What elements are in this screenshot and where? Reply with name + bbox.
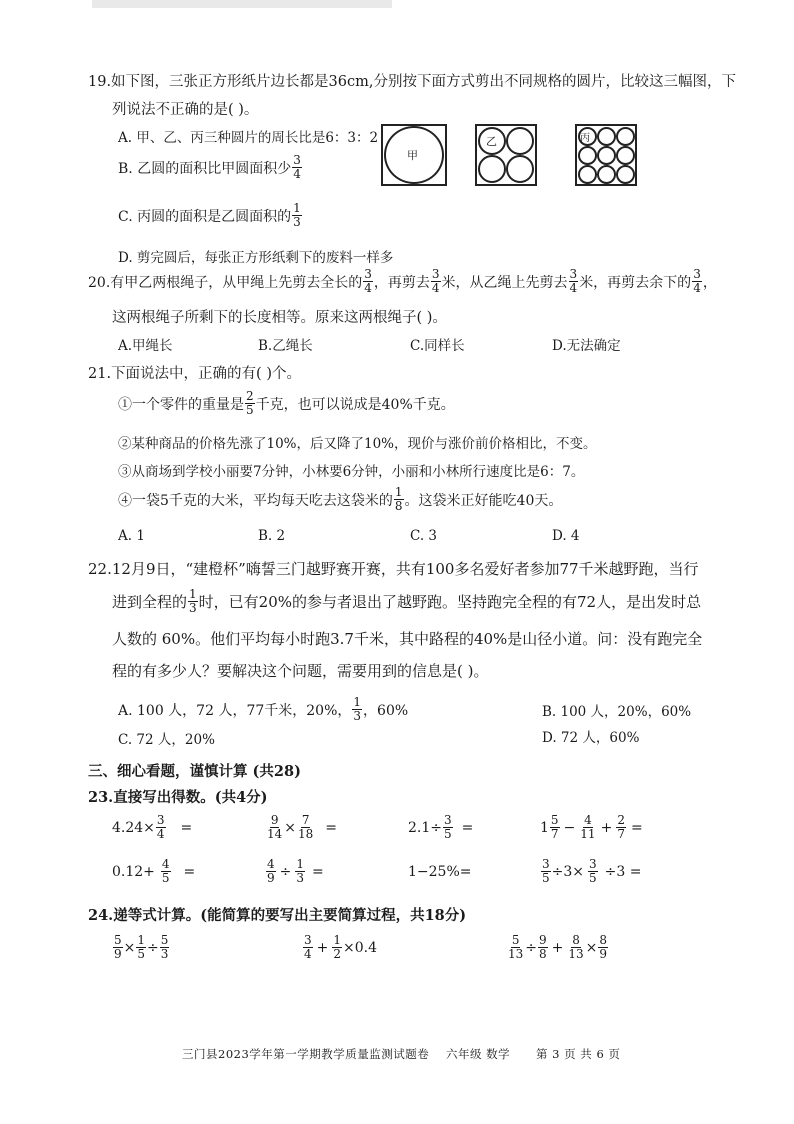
fraction: [292, 154, 302, 181]
q21-option-d: D. 4: [552, 528, 580, 544]
fraction: [394, 486, 404, 513]
expr-text: 2.1÷: [408, 819, 442, 836]
q19-stem-line2: 列说法不正确的是( )。: [112, 102, 259, 118]
numerator: 4: [267, 857, 275, 871]
q21-stem: 21.下面说法中，正确的有( )个。: [88, 366, 301, 382]
fraction: [598, 934, 608, 961]
numerator: 3: [304, 933, 312, 947]
operator: ×: [123, 939, 136, 956]
fraction: [588, 858, 598, 885]
denominator: 5: [542, 871, 550, 885]
equals-sign: =: [630, 819, 643, 836]
q19-option-c: [118, 202, 303, 229]
operator: +: [316, 939, 329, 956]
denominator: 8: [539, 947, 547, 961]
q22-text: ，60%: [363, 702, 409, 719]
denominator: 4: [304, 947, 312, 961]
numerator: 3: [156, 813, 165, 827]
q23-expr-2: [265, 814, 337, 841]
denominator: 3: [293, 215, 301, 229]
q19-option-d: D. 剪完圆后，每张正方形纸剩下的废料一样多: [118, 250, 394, 266]
q20-text: ，: [702, 274, 717, 291]
fraction: [292, 202, 302, 229]
footer-grade-subject: 六年级 数学: [446, 1047, 511, 1061]
numerator: 9: [270, 813, 279, 827]
q21-statement-4: [118, 486, 562, 513]
fraction: [188, 588, 198, 615]
circle: [597, 146, 616, 165]
denominator: 7: [617, 827, 625, 841]
denominator: 3: [353, 709, 362, 723]
fraction: [579, 814, 596, 841]
q21-text: 千克，也可以说成是40%千克。: [255, 396, 455, 413]
fraction: [303, 934, 313, 961]
numerator: 5: [511, 933, 520, 947]
fraction: [507, 934, 524, 961]
circle: [578, 165, 597, 184]
fraction: [245, 390, 255, 417]
operator: ÷: [279, 863, 292, 880]
fraction: [431, 268, 441, 295]
section-3-heading: 三、细心看题，谨慎计算 (共28): [88, 763, 301, 780]
denominator: 5: [589, 871, 597, 885]
q22-option-c: C. 72 人，20%: [118, 732, 215, 748]
numerator: 1: [394, 485, 403, 499]
fraction: [266, 814, 283, 841]
numerator: 5: [114, 933, 122, 947]
denominator: 3: [160, 947, 169, 961]
q21-statement-3: ③从商场到学校小丽要7分钟，小林要6分钟，小丽和小林所行速度比是6：7。: [118, 464, 585, 480]
operator: ×0.4: [343, 939, 378, 956]
numerator: 1: [293, 201, 301, 215]
figure-jia: [381, 124, 447, 186]
q20-stem-line2: 这两根绳子所剩下的长度相等。原来这两根绳子( )。: [112, 310, 447, 326]
operator: ÷3×: [551, 863, 585, 880]
fraction: [156, 814, 166, 841]
denominator: 5: [161, 871, 170, 885]
operator: ÷: [147, 939, 159, 956]
circle: [578, 146, 597, 165]
circle: [616, 127, 635, 146]
q20-text: 米，从乙绳上先剪去: [441, 274, 568, 291]
q19-option-a: A. 甲、乙、丙三种圆片的周长比是6：3：2: [118, 130, 379, 146]
q19-option-b: [118, 154, 303, 181]
q20-option-b: B.乙绳长: [258, 338, 313, 354]
q22-text: A. 100 人，72 人，77千米，20%，: [118, 702, 352, 719]
fraction: [616, 814, 626, 841]
q23-expr-3: [408, 814, 473, 841]
q19-stem-line1: 19.如下图，三张正方形纸片边长都是36cm,分别按下面方式剪出不同规格的圆片，比较这三幅图，下: [88, 74, 736, 90]
fraction: [295, 858, 305, 885]
numerator: 4: [584, 813, 592, 827]
q19-option-c-text: C. 丙圆的面积是乙圆面积的: [118, 208, 292, 225]
numerator: 3: [569, 267, 578, 281]
q21-option-c: C. 3: [410, 528, 438, 544]
equals-sign: =: [183, 863, 196, 880]
circle: [506, 155, 534, 183]
figure-bing: [575, 124, 637, 186]
q24-expr-3: [506, 934, 609, 961]
fraction: [352, 696, 362, 723]
denominator: 4: [431, 281, 440, 295]
numerator: 3: [431, 267, 440, 281]
numerator: 2: [246, 389, 254, 403]
circle: [616, 146, 635, 165]
numerator: 2: [617, 813, 625, 827]
denominator: 18: [298, 827, 314, 841]
fraction: [541, 858, 551, 885]
q20-option-a: A.甲绳长: [118, 338, 173, 354]
expr-text: 0.12+: [112, 863, 155, 880]
q20-text: 米，再剪去余下的: [579, 274, 692, 291]
denominator: 8: [394, 499, 403, 513]
fraction: [550, 814, 560, 841]
q20-stem-line1: [88, 268, 717, 295]
numerator: 8: [572, 933, 580, 947]
q22-option-a: [118, 696, 408, 723]
numerator: 9: [539, 933, 547, 947]
q23-expr-8: [540, 858, 641, 885]
operator: ÷: [525, 939, 538, 956]
numerator: 1: [189, 587, 197, 601]
q21-statement-1: [118, 390, 455, 417]
q22-text: 时，已有20%的参与者退出了越野跑。坚持跑完全程的有72人，是出发时总: [198, 593, 702, 611]
fraction: [692, 268, 702, 295]
denominator: 14: [267, 827, 283, 841]
fraction: [443, 814, 453, 841]
equals-sign: =: [325, 819, 338, 836]
circle: [597, 127, 616, 146]
operator: ×: [284, 819, 297, 836]
denominator: 5: [246, 403, 254, 417]
denominator: 5: [137, 947, 146, 961]
fraction: [332, 934, 342, 961]
figure-yi-label: 乙: [486, 135, 497, 148]
equals-sign: =: [461, 819, 474, 836]
q23-expr-5: [112, 858, 195, 885]
denominator: 2: [333, 947, 342, 961]
q24-expr-1: [112, 934, 170, 961]
expr-text: 4.24×: [112, 819, 155, 836]
fraction: [113, 934, 123, 961]
footer-page-number: 第 3 页 共 6 页: [536, 1047, 621, 1061]
denominator: 9: [114, 947, 122, 961]
fraction: [569, 268, 579, 295]
denominator: 4: [156, 827, 165, 841]
fraction: [297, 814, 314, 841]
numerator: 1: [353, 695, 362, 709]
q22-option-b: B. 100 人，20%，60%: [542, 704, 692, 720]
circle: [616, 165, 635, 184]
q19-option-b-text: B. 乙圆的面积比甲圆面积少: [118, 160, 292, 177]
circle: [506, 127, 534, 155]
numerator: 5: [550, 813, 559, 827]
q23-title: 23.直接写出得数。(共4分): [88, 789, 268, 806]
q21-option-a: A. 1: [118, 528, 145, 544]
denominator: 3: [296, 871, 305, 885]
fraction: [136, 934, 146, 961]
equals-sign: =: [312, 863, 324, 880]
figure-jia-label: 甲: [407, 149, 418, 162]
numerator: 3: [542, 857, 550, 871]
expr-text: 1−25%=: [408, 864, 472, 880]
q23-expr-1: [112, 814, 192, 841]
denominator: 13: [508, 947, 524, 961]
q20-option-c: C.同样长: [410, 338, 465, 354]
numerator: 3: [293, 153, 301, 167]
numerator: 3: [693, 267, 701, 281]
q24-title: 24.递等式计算。(能简算的要写出主要简算过程，共18分): [88, 907, 467, 924]
q22-line2: [112, 588, 701, 615]
numerator: 1: [333, 933, 342, 947]
operator: −: [563, 819, 576, 836]
q23-expr-4: [540, 814, 643, 841]
figure-yi: [475, 124, 537, 186]
q21-text: 。这袋米正好能吃40天。: [404, 492, 563, 509]
circle: [478, 155, 506, 183]
numerator: 4: [161, 857, 170, 871]
operator: ×: [585, 939, 598, 956]
denominator: 5: [444, 827, 452, 841]
q22-line3: 人数的 60%。他们平均每小时跑3.7千米，其中路程的40%是山径小道。问：没有跑完全: [112, 630, 703, 648]
numerator: 1: [296, 857, 305, 871]
numerator: 3: [589, 857, 597, 871]
numerator: 5: [160, 933, 169, 947]
denominator: 9: [599, 947, 608, 961]
q21-option-b: B. 2: [258, 528, 286, 544]
q20-text: 20.有甲乙两根绳子，从甲绳上先剪去全长的: [88, 274, 363, 291]
footer-exam-title: 三门县2023学年第一学期教学质量监测试题卷: [182, 1047, 430, 1061]
fraction: [160, 934, 170, 961]
denominator: 3: [189, 601, 197, 615]
denominator: 11: [580, 827, 596, 841]
numerator: 1: [137, 933, 146, 947]
fraction: [567, 934, 584, 961]
numerator: 3: [444, 813, 452, 827]
q21-statement-2: ②某种商品的价格先涨了10%，后又降了10%，现价与涨价前价格相比，不变。: [118, 436, 597, 452]
q23-expr-7: [408, 864, 472, 880]
denominator: 9: [267, 871, 275, 885]
scan-edge: [92, 0, 392, 8]
q20-option-d: D.无法确定: [552, 338, 621, 354]
fraction: [538, 934, 548, 961]
q21-text: ①一个零件的重量是: [118, 396, 244, 413]
q22-line1: 22.12月9日，“建橙杯”嗨誓三门越野赛开赛，共有100多名爱好者参加77千米越野跑，当行: [88, 560, 699, 578]
fraction: [363, 268, 373, 295]
denominator: 7: [550, 827, 559, 841]
q24-expr-2: [302, 934, 377, 961]
q22-line4: 程的有多少人？要解决这个问题，需要用到的信息是( )。: [112, 662, 489, 680]
operator: +: [551, 939, 564, 956]
denominator: 4: [364, 281, 372, 295]
denominator: 13: [568, 947, 584, 961]
q23-expr-6: [265, 858, 324, 885]
fraction: [266, 858, 276, 885]
q21-text: ④一袋5千克的大米，平均每天吃去这袋米的: [118, 492, 393, 509]
q22-text: 进到全程的: [112, 593, 188, 611]
denominator: 4: [569, 281, 578, 295]
q20-text: ，再剪去: [373, 274, 430, 291]
operator: +: [600, 819, 613, 836]
whole-number: 1: [540, 819, 549, 836]
numerator: 8: [599, 933, 608, 947]
q22-option-d: D. 72 人，60%: [542, 730, 640, 746]
circle: [597, 165, 616, 184]
fraction: [161, 858, 171, 885]
denominator: 4: [693, 281, 701, 295]
denominator: 4: [293, 167, 301, 181]
equals-sign: =: [180, 819, 193, 836]
numerator: 7: [301, 813, 310, 827]
figure-bing-label: 丙: [580, 133, 590, 144]
operator: ÷3 =: [604, 863, 642, 880]
numerator: 3: [364, 267, 372, 281]
